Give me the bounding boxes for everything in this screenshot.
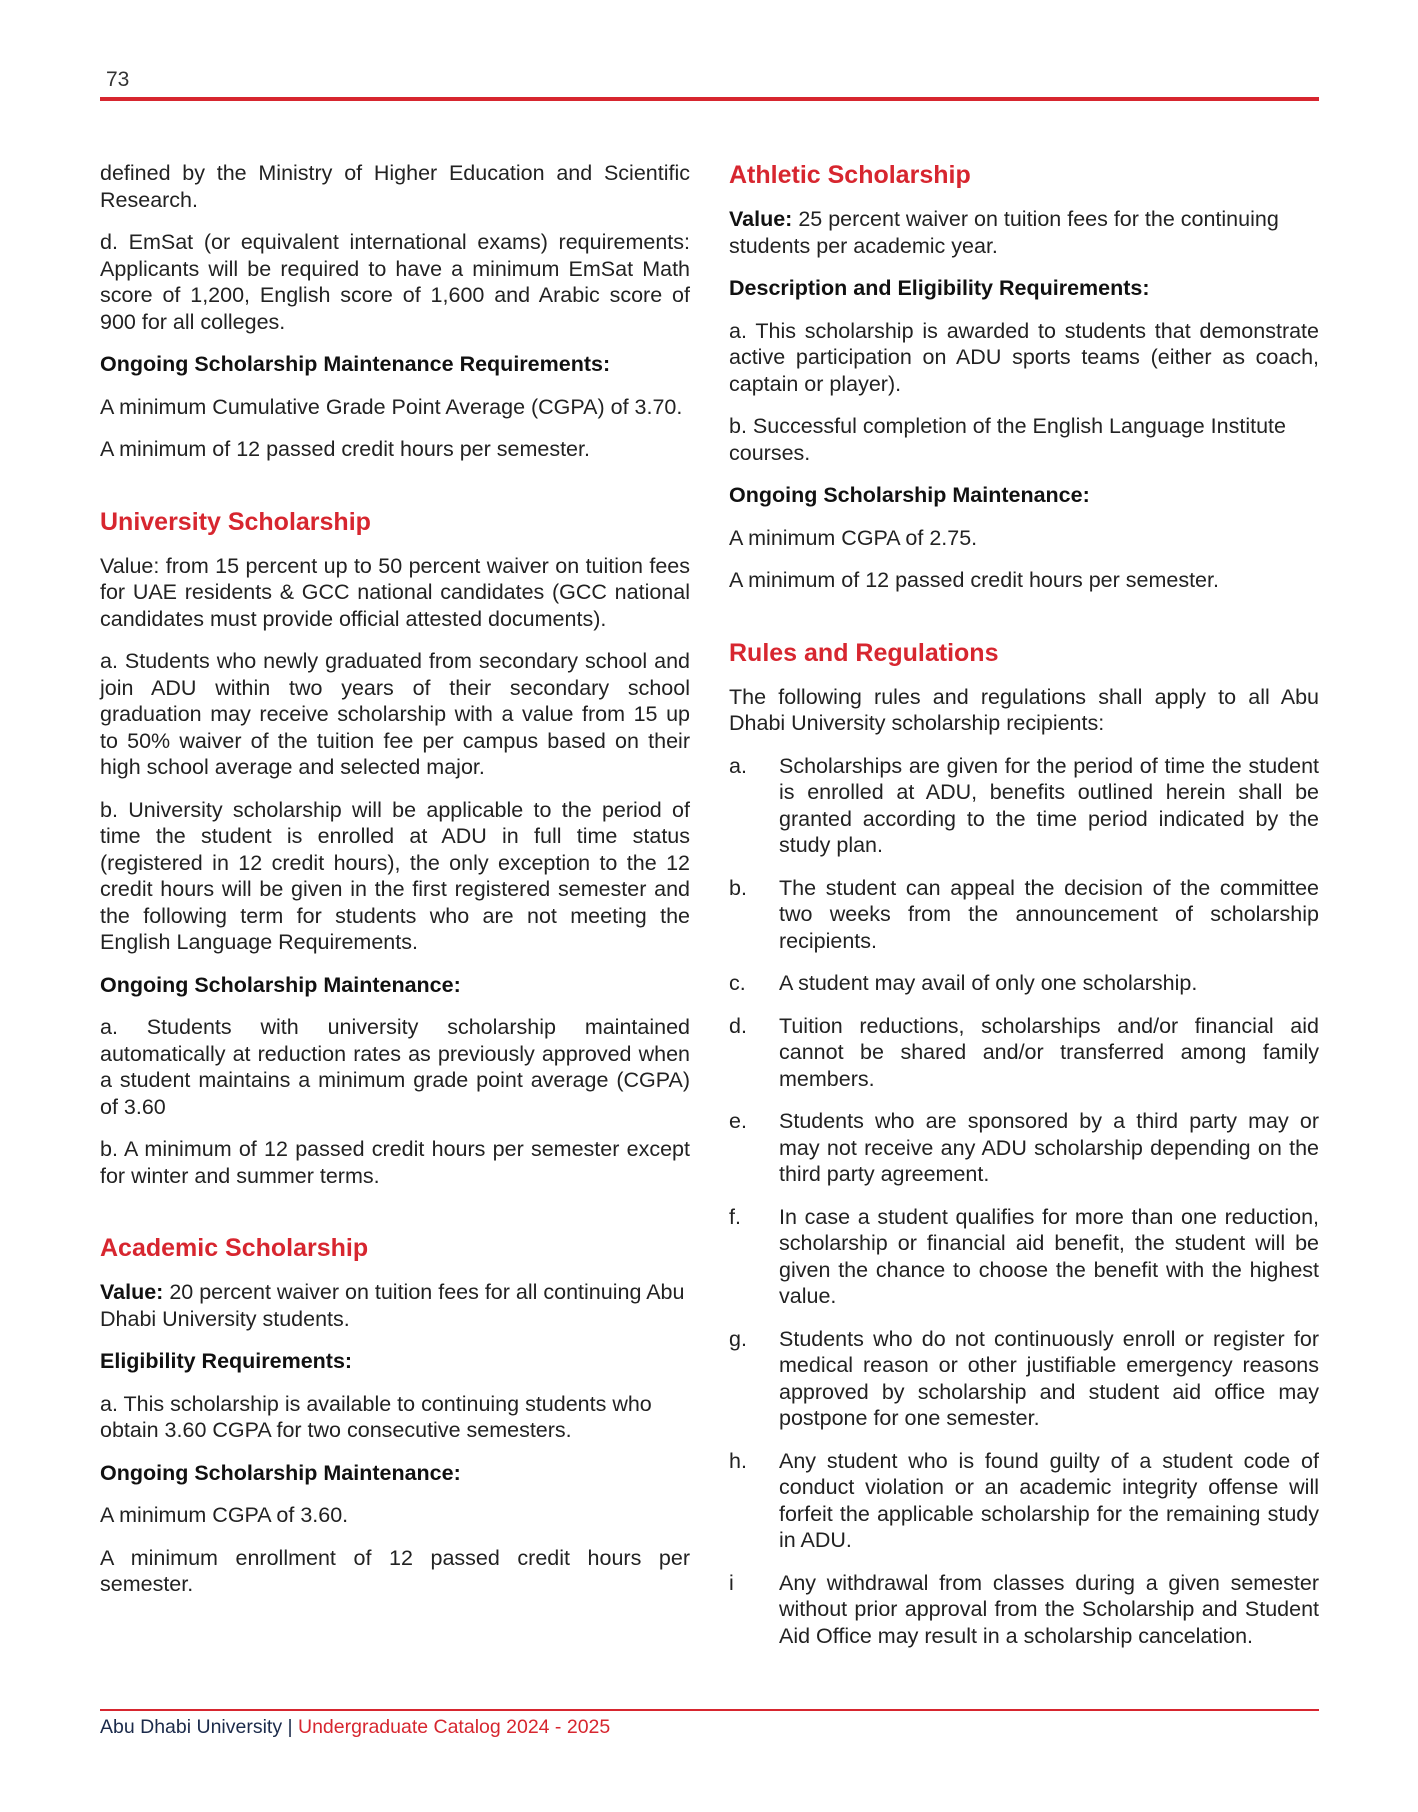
rules-list [729,753,1319,1650]
rule-item [729,1108,1319,1188]
academic-eligibility-heading: Eligibility Requirements: [100,1349,353,1373]
academic-value-text: 20 percent waiver on tuition fees for all continuing Abu Dhabi University students. [100,1280,685,1331]
rule-letter: a. [729,753,747,778]
rule-text: Scholarships are given for the period of time the student is enrolled at ADU, benefits outlined herein shall be granted according to the time period indicated by the study plan. [779,753,1319,857]
university-scholarship-title: University Scholarship [100,507,371,536]
intro-text: defined by the Ministry of Higher Education and Scientific Research. [100,161,690,212]
athletic-scholarship-title: Athletic Scholarship [729,161,971,189]
rule-letter: d. [729,1013,747,1038]
rule-text: Tuition reductions, scholarships and/or financial aid cannot be shared and/or transferred among family members. [779,1013,1319,1091]
rule-letter: c. [729,971,746,995]
athletic-description-heading: Description and Eligibility Requirements: [729,276,1150,300]
rule-text: Students who are sponsored by a third party may or may not receive any ADU scholarship depending on the third party agreement. [779,1109,1319,1186]
rule-item [729,1448,1319,1554]
rule-item [729,753,1319,859]
rule-text: A student may avail of only one scholarship. [779,971,1198,995]
rule-letter: f. [729,1204,741,1229]
rule-item [729,1570,1319,1650]
academic-maintenance-enrollment: A minimum enrollment of 12 passed credit hours per semester. [100,1545,690,1596]
left-column [100,160,690,1614]
university-maintenance-a: a. Students with university scholarship maintained automatically at reduction rates as previously approved when a student maintains a minimum grade point average (CGPA) of 3.60 [100,1015,690,1119]
rule-item [729,1013,1319,1093]
rule-text: The student can appeal the decision of the committee two weeks from the announcement of scholarship recipients. [779,875,1319,953]
rule-item [729,1326,1319,1432]
university-maintenance-heading: Ongoing Scholarship Maintenance: [100,972,461,997]
maintenance-requirements-heading: Ongoing Scholarship Maintenance Requirements: [100,352,611,376]
athletic-maintenance-heading: Ongoing Scholarship Maintenance: [729,483,1090,507]
athletic-value-text: 25 percent waiver on tuition fees for the continuing students per academic year. [729,207,1279,258]
university-item-a: a. Students who newly graduated from secondary school and join ADU within two years of their secondary school graduation may receive scholarship with a value from 15 up to 50% waiver of the tuition fee per campus based on their high school average and selected major. [100,649,690,779]
footer-rule [100,1709,1319,1711]
rule-letter: h. [729,1448,747,1473]
rule-item [729,970,1319,997]
right-column [729,160,1319,1665]
rule-letter: e. [729,1109,747,1133]
emsat-requirement: d. EmSat (or equivalent international exams) requirements: Applicants will be required to have a minimum EmSat Math score of 1,200, English score of 1,600 and Arabic score of 900 for all colleges. [100,230,690,334]
rule-letter: g. [729,1326,747,1351]
rule-text: Any withdrawal from classes during a given semester without prior approval from the Scholarship and Student Aid Office may result in a scholarship cancelation. [779,1570,1319,1648]
maintenance-credit-hours: A minimum of 12 passed credit hours per semester. [100,437,590,461]
rule-text: Students who do not continuously enroll or register for medical reason or other justifiable emergency reasons approved by scholarship and student aid office may postpone for one semester. [779,1326,1319,1430]
academic-value-label: Value: [100,1280,164,1304]
academic-scholarship-title: Academic Scholarship [100,1234,369,1262]
footer-university: Abu Dhabi University [100,1716,283,1738]
footer-separator: | [282,1716,298,1738]
athletic-value [729,206,1319,259]
athletic-item-a: a. This scholarship is awarded to students that demonstrate active participation on ADU sports teams (either as coach, captain or player). [729,318,1319,396]
university-maintenance-b: b. A minimum of 12 passed credit hours per semester except for winter and summer terms. [100,1137,690,1188]
academic-maintenance-cgpa: A minimum CGPA of 3.60. [100,1503,349,1527]
university-item-b: b. University scholarship will be applicable to the period of time the student is enrolled at ADU in full time status (registered in 12 credit hours), the only exception to the 12 credit hours will be given in the first registered semester and the following term for students who are not meeting the English Language Requirements. [100,797,690,954]
page-number: 73 [106,68,130,91]
header-rule [100,97,1319,101]
academic-eligibility-a: a. This scholarship is available to continuing students who obtain 3.60 CGPA for two consecutive semesters. [100,1391,652,1442]
rule-text: Any student who is found guilty of a student code of conduct violation or an academic integrity offense will forfeit the applicable scholarship for the remaining study in ADU. [779,1448,1319,1552]
academic-value [100,1279,690,1332]
athletic-maintenance-credit-hours: A minimum of 12 passed credit hours per semester. [729,568,1219,592]
rules-regulations-title: Rules and Regulations [729,638,999,667]
athletic-item-b: b. Successful completion of the English Language Institute courses. [729,414,1286,465]
rules-intro: The following rules and regulations shall apply to all Abu Dhabi University scholarship recipients: [729,684,1319,735]
university-value: Value: from 15 percent up to 50 percent waiver on tuition fees for UAE residents & GCC national candidates (GCC national candidates must provide official attested documents). [100,553,690,631]
rule-letter: b. [729,875,747,900]
rule-letter: i [729,1570,734,1595]
athletic-value-label: Value: [729,207,793,231]
maintenance-cgpa: A minimum Cumulative Grade Point Average (CGPA) of 3.70. [100,394,683,419]
academic-maintenance-heading: Ongoing Scholarship Maintenance: [100,1460,461,1485]
footer [100,1716,610,1739]
rule-item [729,1204,1319,1310]
rule-item [729,875,1319,955]
rule-text: In case a student qualifies for more than one reduction, scholarship or financial aid benefit, the student will be given the chance to choose the benefit with the highest value. [779,1204,1319,1308]
athletic-maintenance-cgpa: A minimum CGPA of 2.75. [729,525,978,550]
footer-catalog: Undergraduate Catalog 2024 - 2025 [298,1716,611,1738]
